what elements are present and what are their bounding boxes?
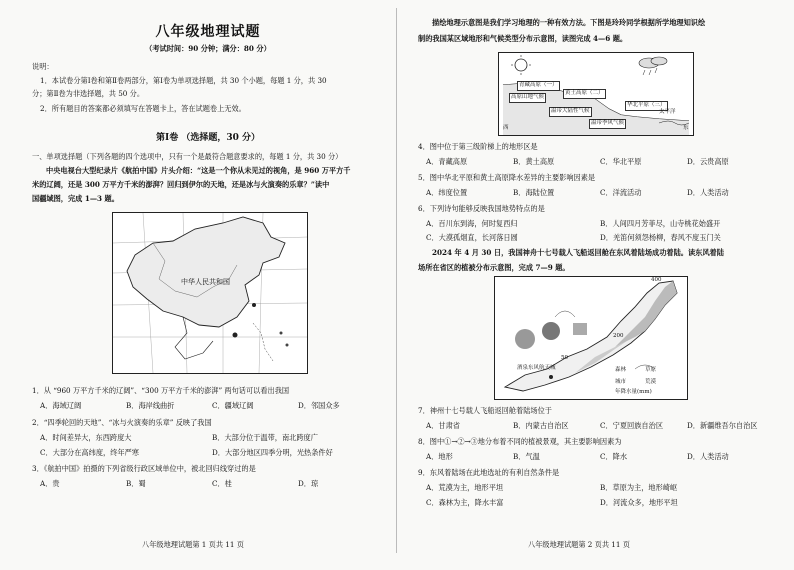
exam-subtitle: （考试时间：90 分钟；满分：80 分）	[145, 44, 271, 53]
q1-option-c[interactable]: C．疆域辽阔	[212, 401, 254, 410]
label-highland-climate: 高原山地气候	[509, 93, 546, 103]
footer-left: 八年级地理试题第 1 页共 11 页	[142, 540, 244, 549]
intro-1-3-line2: 米的辽阔，还是 300 万平方千米的澎湃？回归到伊尔的天地，还是冰与火演奏的乐章？”读中	[32, 180, 330, 189]
q9-option-a[interactable]: A．荒漠为主，地形平坦	[426, 483, 504, 492]
question-2-options-row1	[40, 433, 384, 443]
page-divider	[396, 8, 397, 553]
question-9-options-row1	[426, 483, 774, 493]
question-7: 7．神州十七号载人飞船返回舱着陆场位于	[418, 406, 552, 415]
legend-precipitation: 年降水量(mm)	[615, 389, 652, 395]
q4-option-c[interactable]: C．华北平原	[600, 157, 642, 166]
label-north-china-plain: 华北平原（三）	[625, 101, 668, 111]
q7-option-b[interactable]: B．内蒙古自治区	[513, 421, 569, 430]
q1-option-b[interactable]: B．海岸线曲折	[126, 401, 175, 410]
q5-option-b[interactable]: B．海陆位置	[513, 188, 555, 197]
china-map-svg	[113, 213, 307, 373]
q3-option-d[interactable]: D．琼	[298, 479, 319, 488]
vegetation-map-svg	[495, 277, 687, 399]
label-east: 东	[683, 125, 689, 131]
q3-option-c[interactable]: C．桂	[212, 479, 232, 488]
q7-option-c[interactable]: C．宁夏回族自治区	[600, 421, 664, 430]
q7-option-d[interactable]: D．新疆维吾尔自治区	[687, 421, 758, 430]
question-3-options	[40, 479, 384, 489]
q8-option-c[interactable]: C．降水	[600, 452, 628, 461]
question-5-options	[426, 188, 774, 198]
question-8: 8．图中①→②→③地分布着不同的植被景观，其主要影响因素为	[418, 437, 622, 446]
legend-grassland: 草原	[645, 367, 657, 373]
q5-option-a[interactable]: A．纬度位置	[426, 188, 468, 197]
question-6: 6．下列诗句能够反映我国地势特点的是	[418, 204, 545, 213]
legend-desert: 荒漠	[645, 379, 657, 385]
q2-option-d[interactable]: D．大部分地区四季分明，光热条件好	[212, 448, 333, 457]
q4-option-a[interactable]: A．青藏高原	[426, 157, 468, 166]
intro-7-9-line1: 2024 年 4 月 30 日，我国神舟十七号载人飞船返回舱在东风着陆场成功着陆。读东风着陆	[432, 248, 724, 257]
isohyet-400: 400	[651, 277, 662, 283]
instruction-2: 2．所有题目的答案都必须填写在答题卡上，答在试题卷上无效。	[40, 104, 246, 113]
label-west: 西	[503, 125, 509, 131]
page-left	[32, 0, 384, 570]
q9-option-c[interactable]: C．森林为主，降水丰富	[426, 498, 504, 507]
section-title: 第Ⅰ卷 （选择题，30 分）	[155, 133, 260, 143]
instructions-heading: 说明：	[32, 62, 54, 71]
q6-option-d[interactable]: D．羌笛何须怨杨柳，春风不度玉门关	[600, 233, 721, 242]
question-6-options-row2	[426, 233, 774, 243]
q7-option-a[interactable]: A．甘肃省	[426, 421, 460, 430]
isohyet-200: 200	[613, 333, 624, 339]
intro-1-3-line3: 国疆域图，完成 1—3 题。	[32, 194, 119, 203]
q2-option-b[interactable]: B．大部分位于温带，南北跨度广	[212, 433, 318, 442]
q8-option-d[interactable]: D．人类活动	[687, 452, 729, 461]
q4-option-b[interactable]: B．黄土高原	[513, 157, 555, 166]
q5-option-d[interactable]: D．人类活动	[687, 188, 729, 197]
page-right	[418, 0, 774, 570]
label-pacific-ocean: 太平洋	[659, 109, 676, 115]
question-6-options-row1	[426, 219, 774, 229]
legend-city: 城市	[615, 379, 627, 385]
q2-option-a[interactable]: A．时间差异大，东西跨度大	[40, 433, 132, 442]
question-2-options-row2	[40, 448, 384, 458]
intro-4-6-line2: 制的我国某区域地形和气候类型分布示意图，读图完成 4—6 题。	[418, 34, 628, 43]
q8-option-b[interactable]: B．气温	[513, 452, 540, 461]
q9-option-b[interactable]: B．草原为主，地形崎岖	[600, 483, 678, 492]
isohyet-50: 50	[561, 355, 568, 361]
q6-option-a[interactable]: A．百川东到海，何时复西归	[426, 219, 518, 228]
label-loess-plateau: 黄土高原（二）	[563, 89, 606, 99]
q1-option-d[interactable]: D．邻国众多	[298, 401, 340, 410]
q8-option-a[interactable]: A．地形	[426, 452, 453, 461]
question-1-options	[40, 401, 384, 411]
q5-option-c[interactable]: C．洋流活动	[600, 188, 642, 197]
map-country-label: 中华人民共和国	[181, 278, 230, 286]
question-4: 4．图中位于第三级阶梯上的地形区是	[418, 142, 538, 151]
question-3: 3．《航拍中国》拍摄的下列省级行政区域单位中，被北回归线穿过的是	[32, 464, 256, 473]
question-9-options-row2	[426, 498, 774, 508]
intro-4-6-line1: 描绘地理示意图是我们学习地理的一种有效方法。下图是玲玲同学根据所学地理知识绘	[432, 18, 706, 27]
question-5: 5．图中华北平原和黄土高原降水差异的主要影响因素是	[418, 173, 596, 182]
label-monsoon-climate: 温带季风气候	[589, 119, 626, 129]
q3-option-a[interactable]: A．贵	[40, 479, 60, 488]
footer-right: 八年级地理试题第 2 页共 11 页	[528, 540, 630, 549]
question-7-options	[426, 421, 774, 431]
q1-option-a[interactable]: A．海域辽阔	[40, 401, 82, 410]
legend-forest: 森林	[615, 367, 627, 373]
label-qinghai-tibet-plateau: 青藏高原（一）	[517, 81, 560, 91]
china-territory-map	[112, 212, 308, 374]
q2-option-c[interactable]: C．大部分在高纬度，终年严寒	[40, 448, 139, 457]
q9-option-d[interactable]: D．河流众多，地形平坦	[600, 498, 678, 507]
jiuquan-dongfeng-city: 酒泉东风航天城	[517, 365, 556, 371]
question-8-options	[426, 452, 774, 462]
question-4-options	[426, 157, 774, 167]
q3-option-b[interactable]: B．蜀	[126, 479, 146, 488]
question-1: 1．从 “960 万平方千米的辽阔”、“300 万平方千米的澎湃” 两句话可以看出我国	[32, 386, 290, 395]
q4-option-d[interactable]: D．云贵高原	[687, 157, 729, 166]
vegetation-distribution-map	[494, 276, 688, 400]
exam-title: 八年级地理试题	[155, 24, 261, 40]
label-continental-climate: 温带大陆性气候	[549, 107, 592, 117]
q6-option-c[interactable]: C．大漠孤烟直，长河落日圆	[426, 233, 518, 242]
intro-1-3-line1: 中央电视台大型纪录片《航拍中国》片头介绍：“这是一个你从未见过的视角，是 960 万平方千	[46, 166, 351, 175]
instruction-1a: 1．本试卷分第Ⅰ卷和第Ⅱ卷两部分，第Ⅰ卷为单项选择题，共 30 个小题，每题 1 分，共 30	[40, 76, 327, 85]
q6-option-b[interactable]: B．人间四月芳菲尽，山寺桃花始盛开	[600, 219, 721, 228]
part-one-heading: 一、单项选择题（下列各题的四个选项中，只有一个是最符合题意要求的，每题 1 分，共 30 分）	[32, 152, 343, 161]
terrain-climate-diagram	[498, 52, 694, 136]
question-9: 9．东风着陆场在此地选址的有利自然条件是	[418, 468, 560, 477]
instruction-1b: 分；第Ⅱ卷为非选择题，共 50 分。	[32, 89, 145, 98]
question-2: 2．“四季轮回的天地”、“冰与火演奏的乐章” 反映了我国	[32, 418, 212, 427]
intro-7-9-line2: 场所在省区的植被分布示意图，完成 7—9 题。	[418, 263, 570, 272]
